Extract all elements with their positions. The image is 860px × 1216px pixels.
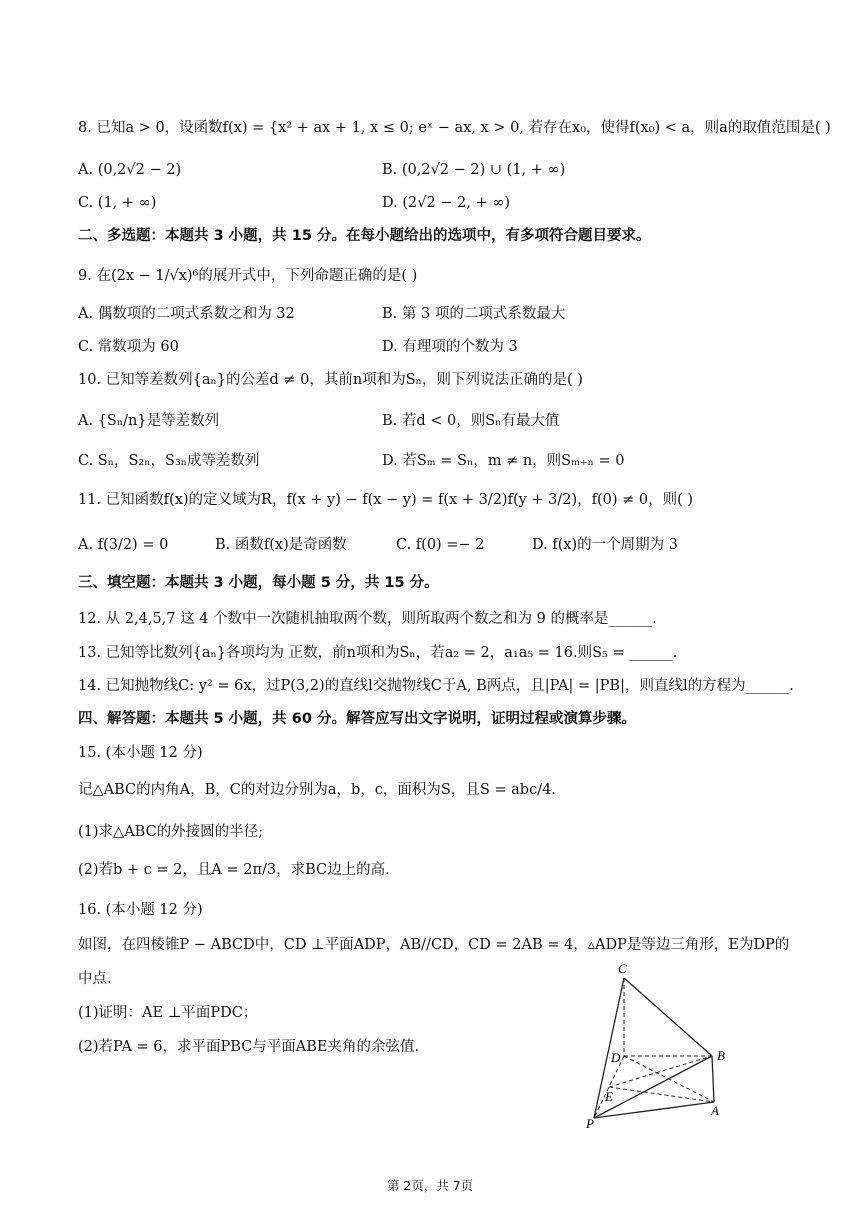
q9-option-b: B. 第 3 项的二项式系数最大 <box>382 306 566 322</box>
edge-pa <box>594 1102 714 1118</box>
q15-line-2: (1)求△ABC的外接圆的半径; <box>78 824 264 840</box>
q11-option-b: B. 函数f(x)是奇函数 <box>215 537 347 553</box>
q16-line-3: (1)证明：AE ⊥平面PDC； <box>78 1005 258 1021</box>
q8-stem: 8. 已知a > 0，设函数f(x) = {x² + ax + 1, x ≤ 0; eˣ − ax, x > 0, 若存在x₀，使得f(x₀) < a，则a的取值范围是( ) <box>78 120 831 136</box>
q8-option-b: B. (0,2√2 − 2) ∪ (1, + ∞) <box>382 162 566 178</box>
q10-stem: 10. 已知等差数列{aₙ}的公差d ≠ 0，其前n项和为Sₙ，则下列说法正确的是( ) <box>78 372 583 388</box>
q13-text: 13. 已知等比数列{aₙ}各项均为 正数，前n项和为Sₙ，若a₂ = 2，a₁a₅ = 16.则S₅ = ______. <box>78 645 678 661</box>
q9-option-c: C. 常数项为 60 <box>78 339 179 355</box>
q8-option-c: C. (1, + ∞) <box>78 195 157 211</box>
q10-option-d: D. 若Sₘ = Sₙ，m ≠ n，则Sₘ₊ₙ = 0 <box>382 453 625 469</box>
q9-stem: 9. 在(2x − 1/√x)⁶的展开式中，下列命题正确的是( ) <box>78 268 418 284</box>
q9-option-d: D. 有理项的个数为 3 <box>382 339 518 355</box>
q11-option-d: D. f(x)的一个周期为 3 <box>532 537 679 553</box>
edge-ba <box>712 1056 714 1102</box>
pyramid-diagram <box>580 960 740 1130</box>
page-footer: 第 2页，共 7页 <box>386 1178 474 1193</box>
q10-option-a: A. {Sₙ/n}是等差数列 <box>78 413 220 429</box>
q15-line-1: 记△ABC的内角A，B，C的对边分别为a，b，c，面积为S，且S = abc/4. <box>78 782 556 798</box>
q16-line-2: 中点. <box>78 971 112 987</box>
q15-heading: 15. (本小题 12 分) <box>78 745 203 761</box>
section-2-heading: 二、多选题：本题共 3 小题，共 15 分。在每小题给出的选项中，有多项符合题目要求。 <box>78 228 651 244</box>
edge-cb <box>624 978 712 1056</box>
edge-ea <box>609 1087 714 1102</box>
label-b: B <box>717 1048 725 1063</box>
q16-heading: 16. (本小题 12 分) <box>78 902 203 918</box>
label-d: D <box>611 1050 621 1065</box>
q11-stem: 11. 已知函数f(x)的定义域为R，f(x + y) − f(x − y) = f(x + 3/2)f(y + 3/2)，f(0) ≠ 0，则( ) <box>78 492 694 508</box>
q11-option-c: C. f(0) =− 2 <box>396 537 485 553</box>
q10-option-c: C. Sₙ，S₂ₙ，S₃ₙ成等差数列 <box>78 453 260 469</box>
q16-line-1: 如图，在四棱锥P − ABCD中，CD ⊥平面ADP，AB//CD，CD = 2AB = 4，▵ADP是等边三角形，E为DP的 <box>78 937 790 953</box>
q9-option-a: A. 偶数项的二项式系数之和为 32 <box>78 306 295 322</box>
label-p: P <box>586 1116 594 1130</box>
q8-option-a: A. (0,2√2 − 2) <box>78 162 182 178</box>
q8-option-d: D. (2√2 − 2, + ∞) <box>382 195 510 211</box>
label-a: A <box>711 1103 719 1118</box>
section-3-heading: 三、填空题：本题共 3 小题，每小题 5 分，共 15 分。 <box>78 575 439 591</box>
q12-text: 12. 从 2,4,5,7 这 4 个数中一次随机抽取两个数，则所取两个数之和为 9 的概率是______. <box>78 611 657 627</box>
label-c: C <box>618 961 627 976</box>
q11-option-a: A. f(3/2) = 0 <box>78 537 169 553</box>
section-4-heading: 四、解答题：本题共 5 小题，共 60 分。解答应写出文字说明，证明过程或演算步骤。 <box>78 711 636 727</box>
q15-line-3: (2)若b + c = 2，且A = 2π/3，求BC边上的高. <box>78 862 390 878</box>
q10-option-b: B. 若d < 0，则Sₙ有最大值 <box>382 413 560 429</box>
q14-text: 14. 已知抛物线C: y² = 6x，过P(3,2)的直线l交抛物线C于A, B两点，且|PA| = |PB|，则直线l的方程为______. <box>78 678 794 694</box>
q16-line-4: (2)若PA = 6，求平面PBC与平面ABE夹角的余弦值. <box>78 1039 420 1055</box>
label-e: E <box>605 1089 613 1104</box>
